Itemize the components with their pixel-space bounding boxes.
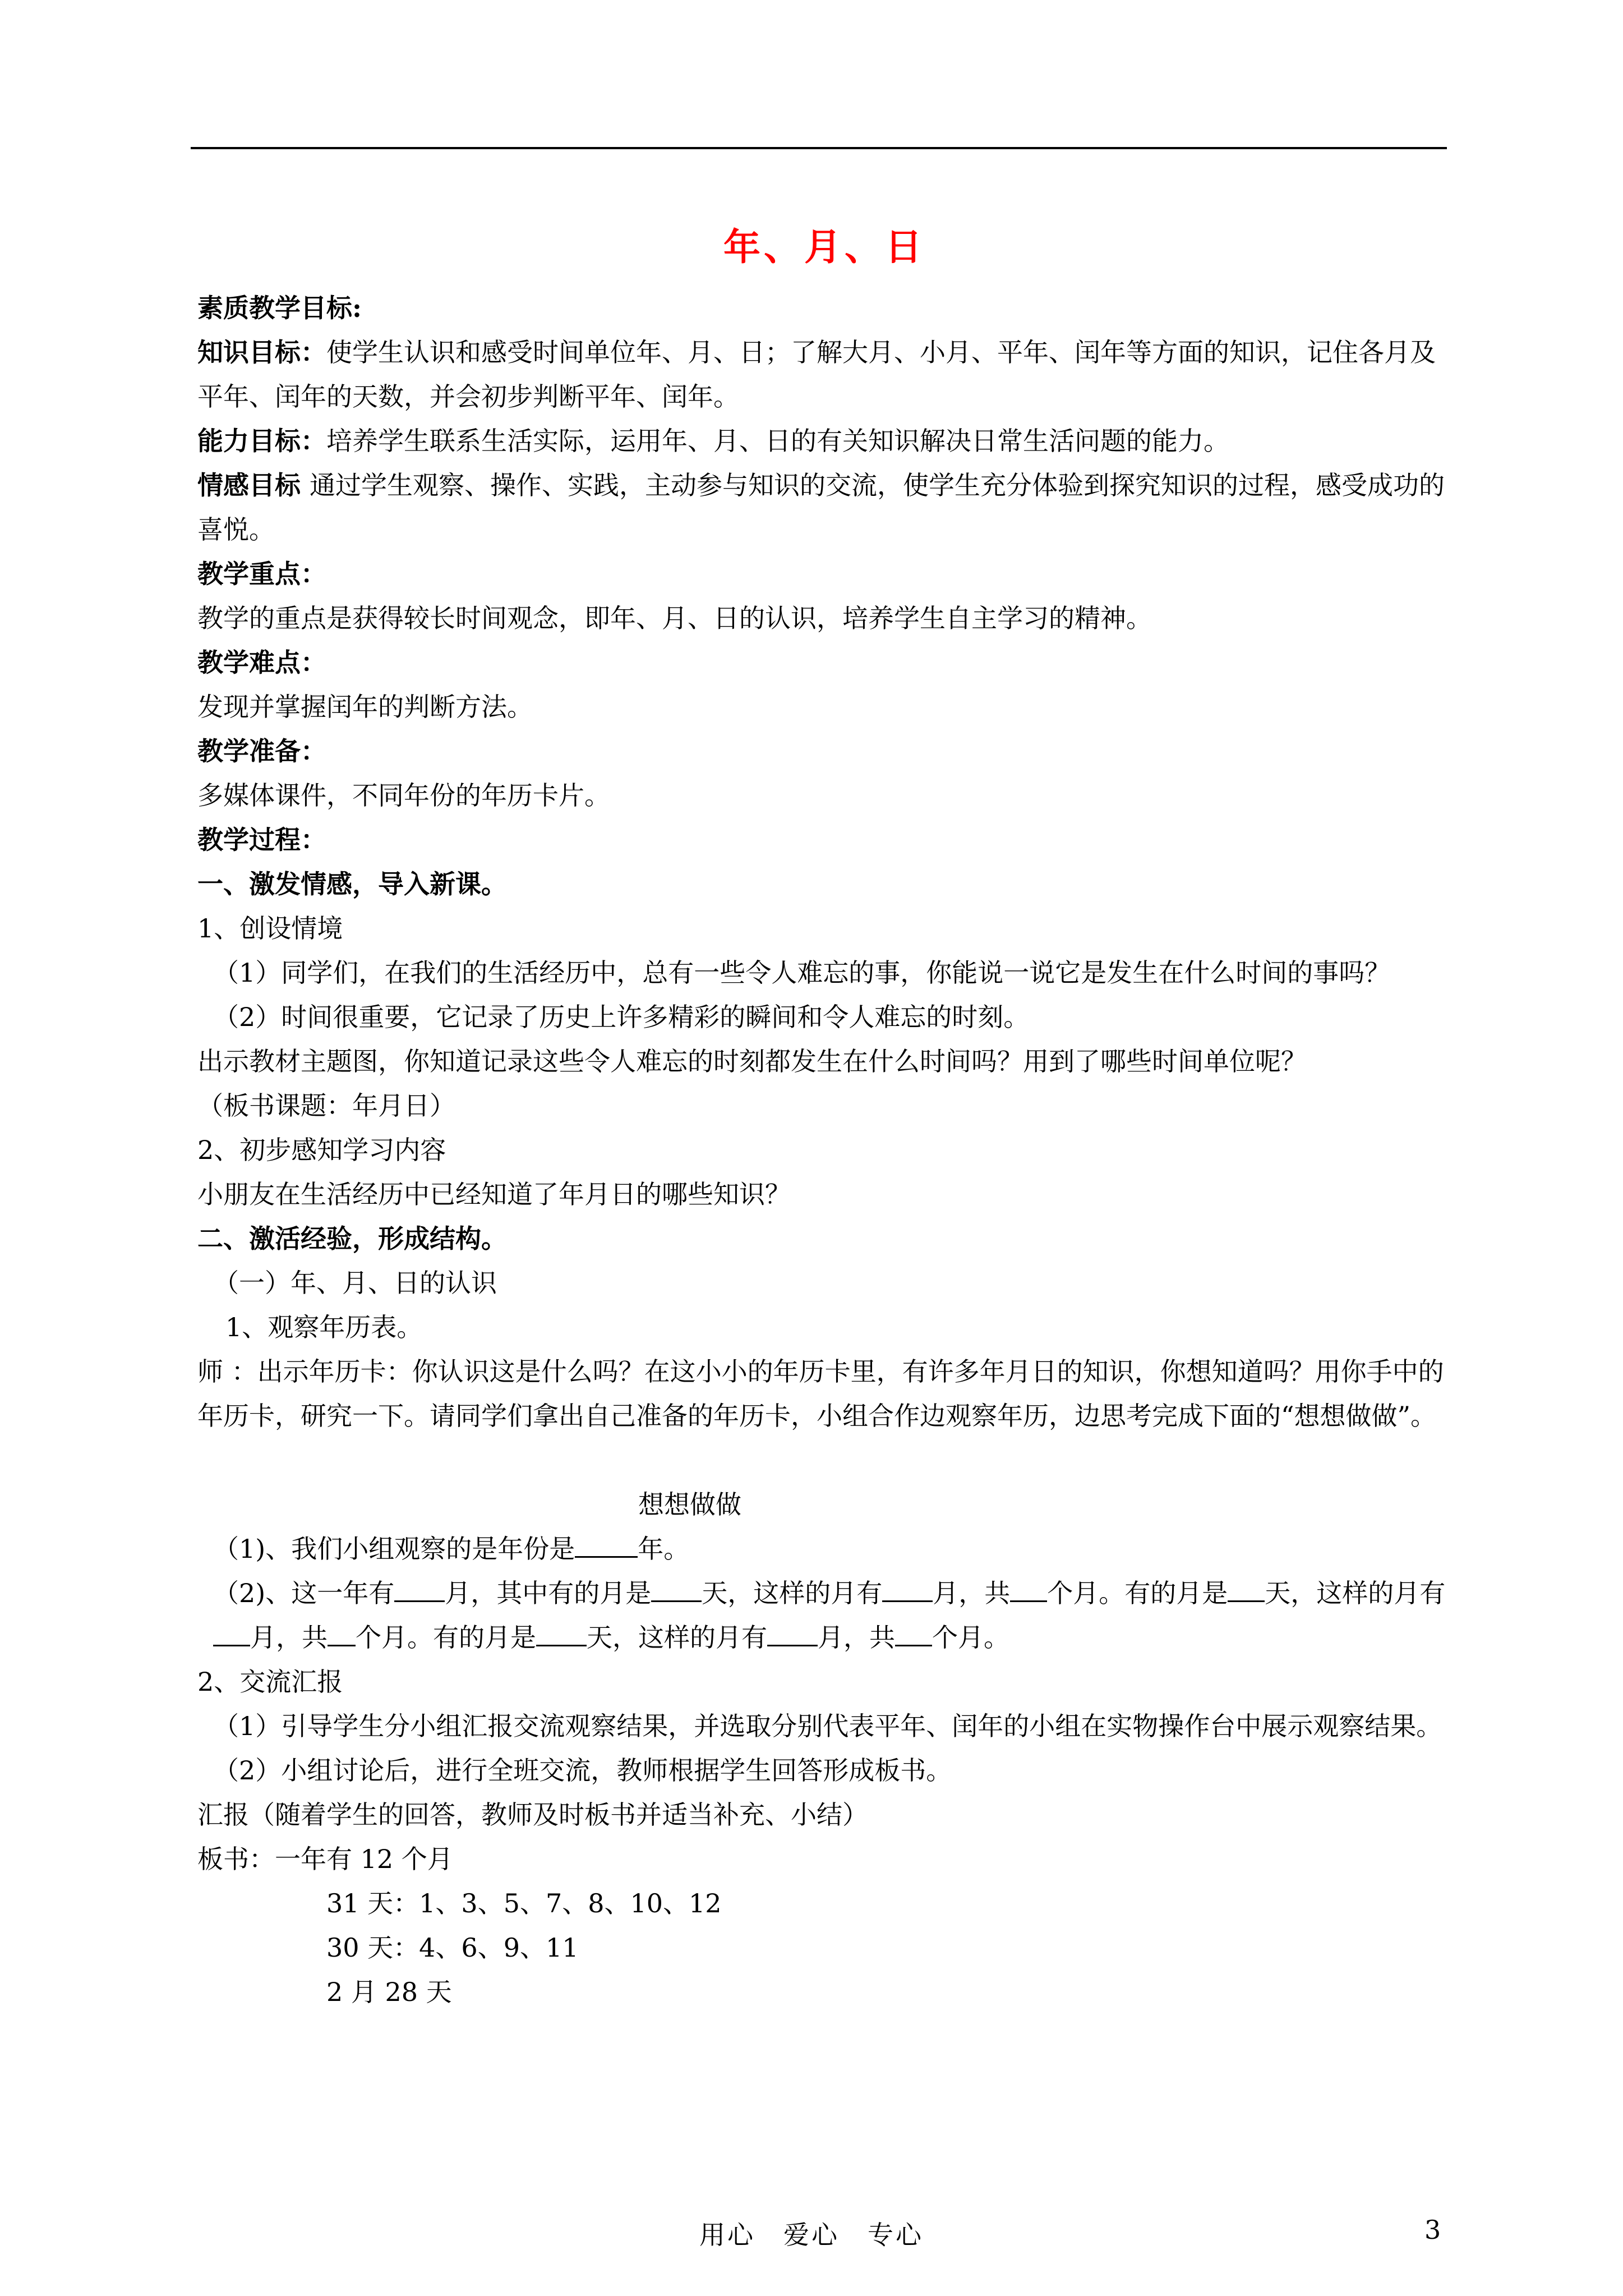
section-one-heading: 一、激发情感，导入新课。 bbox=[197, 869, 507, 899]
question-text: （1)、我们小组观察的是年份是 bbox=[213, 1534, 575, 1564]
paragraph: 师 ：出示年历卡：你认识这是什么吗？在这小小的年历卡里，有许多年月日的知识，你想知道吗？用你手中的年历卡，研究一下。请同学们拿出自己准备的年历卡，小组合作边观察年历，边思考完成下面的“想想做做”。 bbox=[197, 1356, 1444, 1431]
section-two-heading: 二、激活经验，形成结构。 bbox=[197, 1223, 507, 1254]
heading-preparation: 教学准备： bbox=[197, 736, 326, 766]
step-heading: 2、初步感知学习内容 bbox=[197, 1135, 446, 1165]
goal-sep bbox=[301, 470, 310, 500]
document-body bbox=[197, 213, 1451, 2014]
subsection-heading: （一）年、月、日的认识 bbox=[213, 1268, 497, 1298]
goal-text: 使学生认识和感受时间单位年、月、日；了解大月、小月、平年、闰年等方面的知识，记住各月及平年、闰年的天数，并会初步判断平年、闰年。 bbox=[197, 337, 1436, 412]
exercise-heading: 想想做做 bbox=[638, 1489, 741, 1520]
goal-sep: ： bbox=[301, 337, 326, 367]
goal-text: 通过学生观察、操作、实践，主动参与知识的交流，使学生充分体验到探究知识的过程，感受成功的喜悦。 bbox=[197, 470, 1445, 545]
question-text: 天，这样的月有 bbox=[587, 1622, 767, 1653]
fill-blank[interactable] bbox=[651, 1578, 702, 1602]
goal-sep: ： bbox=[301, 426, 326, 456]
paragraph: 汇报（随着学生的回答，教师及时板书并适当补充、小结） bbox=[197, 1800, 868, 1830]
step-heading: 1、创设情境 bbox=[197, 913, 343, 944]
preparation-text: 多媒体课件，不同年份的年历卡片。 bbox=[197, 780, 610, 811]
paragraph: （1）同学们，在我们的生活经历中，总有一些令人难忘的事，你能说一说它是发生在什么时间的事吗？ bbox=[213, 958, 1391, 988]
goal-label: 能力目标 bbox=[197, 426, 301, 456]
fill-blank[interactable] bbox=[536, 1622, 587, 1646]
goal-emotion bbox=[197, 463, 1451, 552]
key-point-text: 教学的重点是获得较长时间观念，即年、月、日的认识，培养学生自主学习的精神。 bbox=[197, 603, 1152, 633]
paragraph: （2）时间很重要，它记录了历史上许多精彩的瞬间和令人难忘的时刻。 bbox=[213, 1002, 1030, 1032]
goal-knowledge bbox=[197, 330, 1451, 419]
goal-text: 培养学生联系生活实际，运用年、月、日的有关知识解决日常生活问题的能力。 bbox=[326, 426, 1229, 456]
question-text: 个月。有的月是 bbox=[1047, 1578, 1228, 1608]
question-text: 天，这样的月有 bbox=[1265, 1578, 1446, 1608]
heading-key-point: 教学重点： bbox=[197, 559, 326, 589]
question-text: 年。 bbox=[638, 1534, 690, 1564]
paragraph: 出示教材主题图，你知道记录这些令人难忘的时刻都发生在什么时间吗？用到了哪些时间单位呢？ bbox=[197, 1046, 1307, 1076]
question-text: 月，共 bbox=[250, 1622, 328, 1653]
goal-ability bbox=[197, 419, 1451, 463]
question-text: 月，共 bbox=[818, 1622, 895, 1653]
fill-blank[interactable] bbox=[895, 1622, 932, 1646]
fill-blank[interactable] bbox=[575, 1534, 638, 1558]
fill-blank[interactable] bbox=[394, 1578, 445, 1602]
heading-difficulty: 教学难点： bbox=[197, 647, 326, 678]
fill-blank[interactable] bbox=[767, 1622, 818, 1646]
goal-label: 情感目标 bbox=[197, 470, 301, 500]
page-number: 3 bbox=[1424, 2215, 1441, 2245]
board-heading: 板书：一年有 12 个月 bbox=[197, 1844, 453, 1874]
fill-blank[interactable] bbox=[328, 1622, 356, 1646]
fill-blank[interactable] bbox=[1228, 1578, 1265, 1602]
goal-label: 知识目标 bbox=[197, 337, 301, 367]
paragraph: （1）引导学生分小组汇报交流观察结果，并选取分别代表平年、闰年的小组在实物操作台中展示观察结果。 bbox=[213, 1711, 1442, 1741]
fill-blank[interactable] bbox=[1010, 1578, 1047, 1602]
question-text: 月，共 bbox=[933, 1578, 1011, 1608]
heading-goals: 素质教学目标: bbox=[197, 293, 362, 323]
board-line: 31 天：1、3、5、7、8、10、12 bbox=[326, 1888, 722, 1918]
paragraph: （板书课题：年月日） bbox=[197, 1091, 455, 1121]
document-title: 年、月、日 bbox=[723, 225, 925, 269]
step-heading: 1、观察年历表。 bbox=[225, 1312, 423, 1342]
fill-blank[interactable] bbox=[882, 1578, 933, 1602]
paragraph: 小朋友在生活经历中已经知道了年月日的哪些知识？ bbox=[197, 1179, 791, 1209]
question-text: （2)、这一年有 bbox=[213, 1578, 395, 1608]
heading-process: 教学过程： bbox=[197, 825, 326, 855]
step-heading: 2、交流汇报 bbox=[197, 1667, 343, 1697]
exercise-question-2 bbox=[197, 1571, 1451, 1660]
exercise-question-1 bbox=[197, 1527, 1451, 1571]
difficulty-text: 发现并掌握闰年的判断方法。 bbox=[197, 692, 533, 722]
paragraph: （2）小组讨论后，进行全班交流，教师根据学生回答形成板书。 bbox=[213, 1755, 952, 1786]
board-line: 30 天：4、6、9、11 bbox=[326, 1932, 579, 1963]
question-text: 月，其中有的月是 bbox=[445, 1578, 652, 1608]
fill-blank[interactable] bbox=[213, 1622, 250, 1646]
question-text: 个月。有的月是 bbox=[356, 1622, 536, 1653]
board-line: 2 月 28 天 bbox=[326, 1977, 452, 2007]
question-text: 天，这样的月有 bbox=[702, 1578, 883, 1608]
footer-motto: 用心 爱心 专心 bbox=[699, 2220, 924, 2250]
header-rule bbox=[191, 147, 1447, 149]
question-text: 个月。 bbox=[932, 1622, 1009, 1653]
